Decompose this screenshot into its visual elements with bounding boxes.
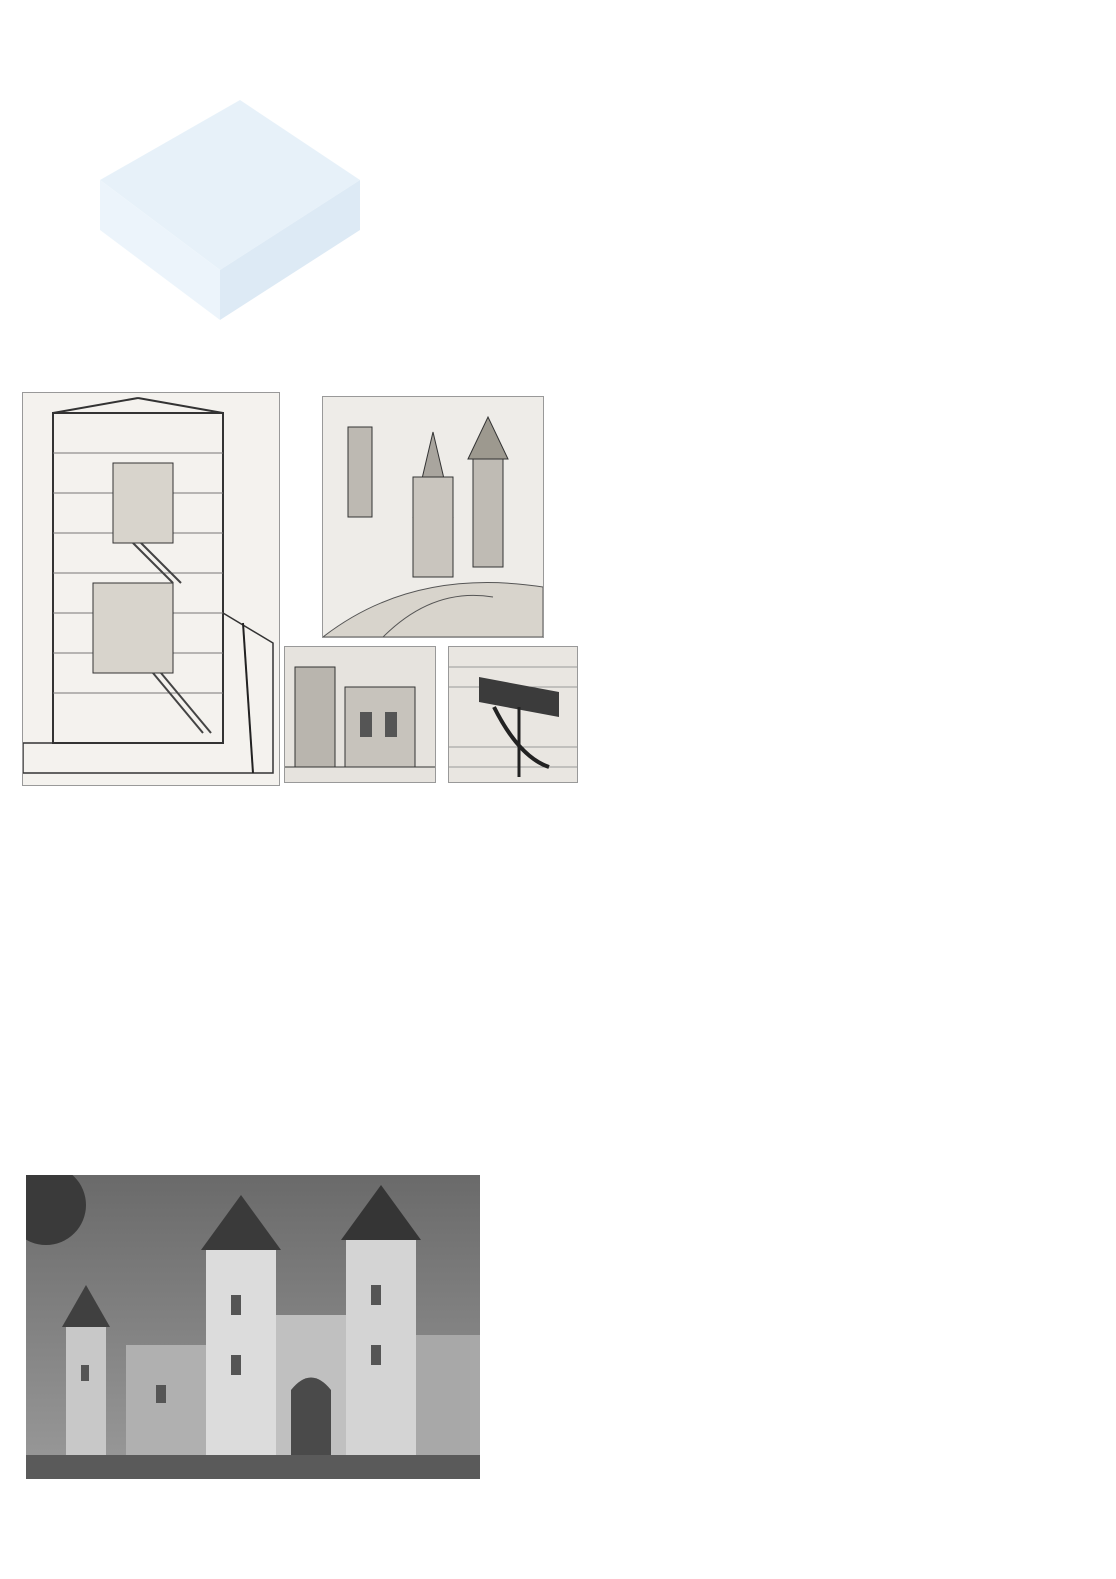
text-line-last: [8, 1488, 1108, 1518]
wall-hoarding-detail-drawing: [448, 646, 578, 783]
pierrefonds-castle-photo: [26, 1175, 480, 1479]
castle-heading: [500, 1188, 528, 1218]
ruined-courtyard-drawing: [284, 646, 436, 783]
watermark-logo: [40, 40, 400, 400]
carcassonne-walls-sketch: [322, 396, 544, 638]
tower-section-drawing: [22, 392, 280, 786]
text-line-plan: [8, 358, 1108, 388]
